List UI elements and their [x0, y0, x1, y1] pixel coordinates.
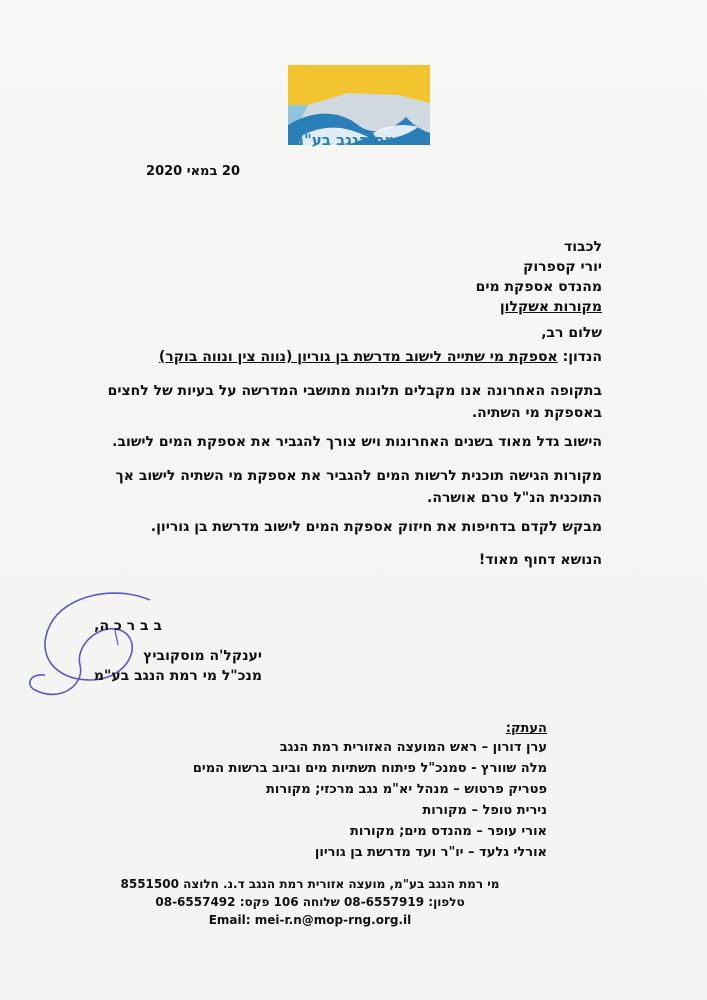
- cc-label: העתק:: [505, 721, 547, 736]
- greeting: שלום רב,: [541, 325, 602, 341]
- signer-title: מנכ"ל מי רמת הנגב בע"מ: [93, 668, 262, 684]
- letter-date: 20 במאי 2020: [146, 164, 240, 179]
- cc-item: אורי עופר – מהנדס מים; מקורות: [349, 824, 547, 839]
- subject-line: [102, 346, 602, 368]
- subject-label: הנדון:: [562, 349, 602, 365]
- cc-item: ערן דורון – ראש המועצה האזורית רמת הנגב: [279, 740, 547, 755]
- recipient-org: מקורות אשקלון: [499, 299, 602, 315]
- cc-list: [147, 737, 547, 863]
- recipient-title: מהנדס אספקת מים: [475, 279, 602, 295]
- paragraph-1: בתקופה האחרונה אנו מקבלים תלונות מתושבי המדרשה על בעיות של לחצים באספקת מי השתיה.: [107, 383, 602, 421]
- closing: ב ב ר כ ה,: [94, 618, 162, 634]
- cc-item: נירית טופל – מקורות: [422, 803, 547, 818]
- cc-item: אורלי גלעד – יו"ר ועד מדרשת בן גוריון: [314, 845, 547, 860]
- footer: [60, 875, 560, 929]
- subject-text: אספקת מי שתייה לישוב מדרשת בן גוריון (נווה צין ונווה בוקר): [158, 349, 558, 365]
- paragraph-5: הנושא דחוף מאוד!: [478, 552, 602, 568]
- recipient-name: יורי קספרוק: [523, 259, 602, 275]
- company-name-logo: מי רמת הנגב בע"מ: [293, 131, 425, 149]
- signer-name: יענקל'ה מוסקוביץ: [143, 648, 262, 664]
- paragraph-3: מקורות הגישה תוכנית לרשות המים להגביר את אספקת מי השתיה לישוב אך התוכנית הנ"ל טרם אושרה.: [115, 468, 602, 506]
- cc-item: פטריק פרטוש – מנהל יא"מ נגב מרכזי; מקורות: [266, 782, 547, 797]
- to-label: לכבוד: [564, 239, 602, 255]
- footer-phone: טלפון: 08-6557919 שלוחה 106 פקס: 08-6557492: [155, 895, 465, 909]
- footer-address: מי רמת הנגב בע"מ, מועצה אזורית רמת הנגב ד.נ. חלוצה 8551500: [120, 877, 500, 891]
- footer-email: Email: mei-r.n@mop-rng.org.il: [208, 913, 412, 927]
- paragraph-4: מבקש לקדם בדחיפות את חיזוק אספקת המים לישוב מדרשת בן גוריון.: [150, 519, 602, 535]
- paragraph-2: הישוב גדל מאוד בשנים האחרונות ויש צורך להגביר את אספקת המים לישוב.: [112, 434, 602, 450]
- cc-item: מלה שוורץ - סמנכ"ל פיתוח תשתיות מים וביוב ברשות המים: [192, 761, 547, 776]
